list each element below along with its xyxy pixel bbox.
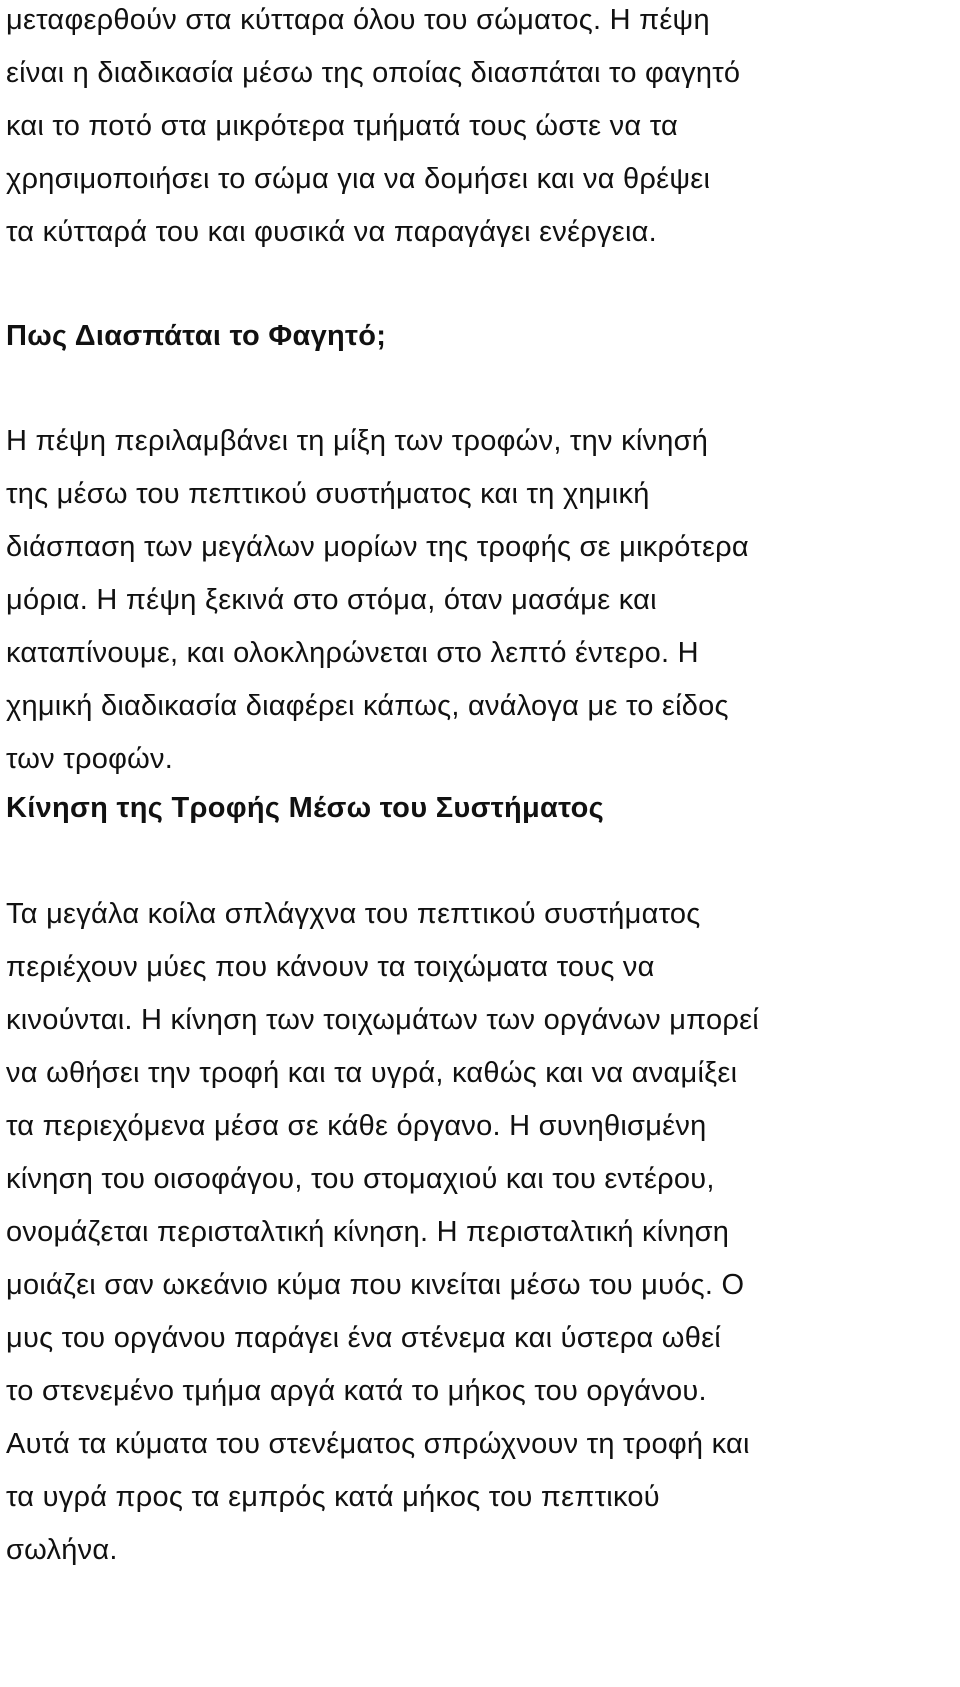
text-line: τα περιεχόμενα μέσα σε κάθε όργανο. Η συνηθισμένη <box>6 1110 707 1142</box>
text-line: και το ποτό στα μικρότερα τμήματά τους ώστε να τα <box>6 110 678 142</box>
text-line: σωλήνα. <box>6 1534 118 1566</box>
text-line: χρησιμοποιήσει το σώμα για να δομήσει και να θρέψει <box>6 163 711 195</box>
text-line: ονομάζεται περισταλτική κίνηση. Η περισταλτική κίνηση <box>6 1216 730 1248</box>
text-line: των τροφών. <box>6 743 174 775</box>
text-line: καταπίνουμε, και ολοκληρώνεται στο λεπτό έντερο. Η <box>6 637 699 669</box>
text-line: Η πέψη περιλαμβάνει τη μίξη των τροφών, την κίνησή <box>6 425 709 457</box>
text-line: τα υγρά προς τα εμπρός κατά μήκος του πεπτικού <box>6 1481 660 1513</box>
text-line: κινούνται. Η κίνηση των τοιχωμάτων των οργάνων μπορεί <box>6 1004 760 1036</box>
text-line: Τα μεγάλα κοίλα σπλάγχνα του πεπτικού συστήματος <box>6 898 701 930</box>
text-line: μόρια. Η πέψη ξεκινά στο στόμα, όταν μασάμε και <box>6 584 657 616</box>
text-line: είναι η διαδικασία μέσω της οποίας διασπάται το φαγητό <box>6 57 741 89</box>
text-line: μεταφερθούν στα κύτταρα όλου του σώματος. Η πέψη <box>6 4 710 36</box>
section-heading-food-breakdown: Πως Διασπάται το Φαγητό; <box>6 320 387 352</box>
text-line: διάσπαση των μεγάλων μορίων της τροφής σε μικρότερα <box>6 531 749 563</box>
text-line: το στενεμένο τμήμα αργά κατά το μήκος του οργάνου. <box>6 1375 707 1407</box>
text-line: μοιάζει σαν ωκεάνιο κύμα που κινείται μέσω του μυός. Ο <box>6 1269 745 1301</box>
text-line: περιέχουν μύες που κάνουν τα τοιχώματα τους να <box>6 951 655 983</box>
text-line: Αυτά τα κύματα του στενέματος σπρώχνουν τη τροφή και <box>6 1428 750 1460</box>
text-line: να ωθήσει την τροφή και τα υγρά, καθώς και να αναμίξει <box>6 1057 738 1089</box>
text-line: της μέσω του πεπτικού συστήματος και τη χημική <box>6 478 650 510</box>
text-line: χημική διαδικασία διαφέρει κάπως, ανάλογα με το είδος <box>6 690 729 722</box>
text-line: κίνηση του οισοφάγου, του στομαχιού και του εντέρου, <box>6 1163 715 1195</box>
text-line: τα κύτταρά του και φυσικά να παραγάγει ενέργεια. <box>6 216 657 248</box>
section-heading-food-movement: Κίνηση της Τροφής Μέσω του Συστήματος <box>6 792 605 824</box>
text-line: μυς του οργάνου παράγει ένα στένεμα και ύστερα ωθεί <box>6 1322 721 1354</box>
